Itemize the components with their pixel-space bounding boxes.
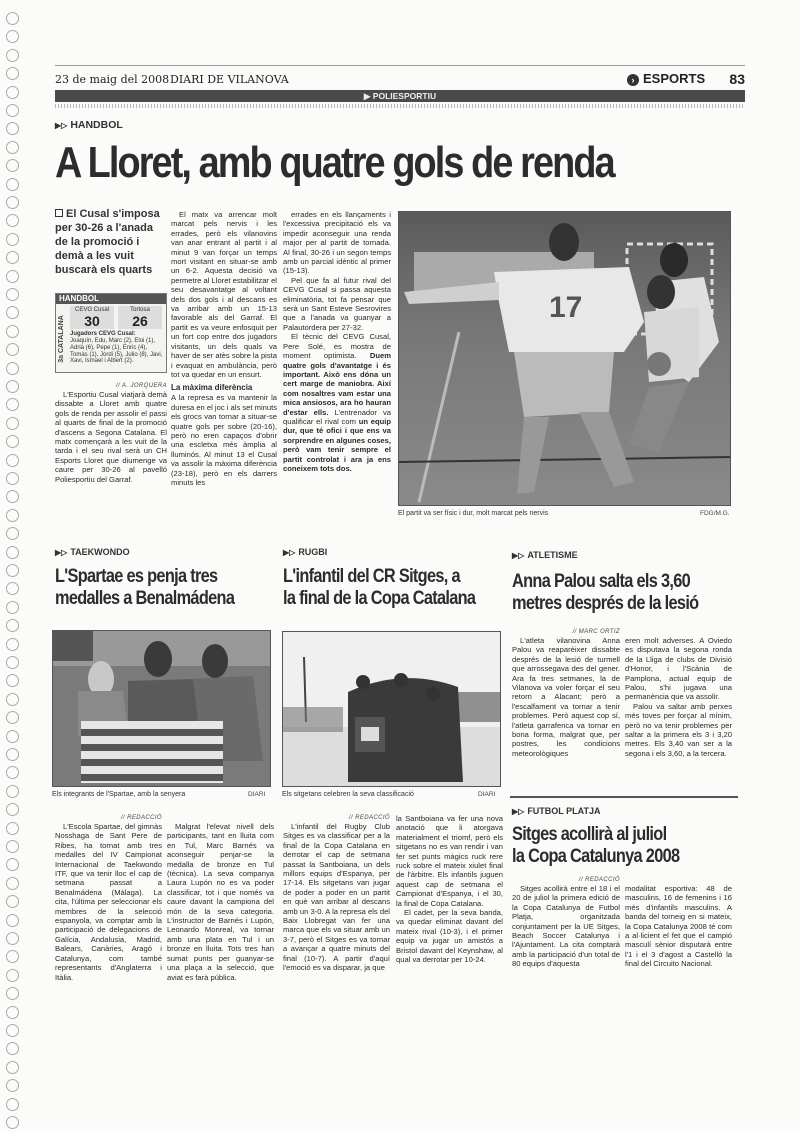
kicker-futbol-platja [512, 806, 600, 816]
subhead-text: El Cusal s'imposa per 30-26 a l'anada de la promoció i demà a les vuit buscarà els quarts [55, 208, 160, 276]
paragraph: Malgrat l'elevat nivell dels participants, tant en lluita com en Tul, Marc Barnés va aconseguir penjar-se la medalla de bronze en Tul (tècnica). La seva companya Laura Lupón no es va poder classificar, tot i que només va caure davant la campiona del món de la seva categoria. L'instructor de Barnés i Lupón, Leonardo Monreal, va tornar amb una plata en Tul i un bronze en lluita. Tots tres han sumat punts per guanyar-se una plaça a la selecció, que aviat es farà pública. [167, 822, 274, 982]
section-divider [510, 796, 738, 798]
binder-hole-icon [6, 766, 19, 779]
binder-hole-icon [6, 674, 19, 687]
paragraph: El cadet, per la seva banda, va quedar eliminat davant del mateix rival (10-3), i el primer equip va jugar un amistós a Bristol davant del Keynshaw, al qual va derrotar per 10-24. [396, 908, 503, 965]
paragraph: L'atleta vilanovina Anna Palou va reaparèixer dissabte després de la lesió de turmell que arrossegava des del gener. Ara fa tres setmanes, la de Vilanova va voler forçar el seu retorn a Alacant; però a l'escalfament va tornar a tenir problemes. Però aquest cop sí, l'atleta garrafenca va tornar en bona forma, malgrat que, per postres, les condicions meteorològiques [512, 636, 620, 758]
jersey-number: 17 [549, 291, 583, 324]
paragraph: la Santboiana va fer una nova anotació que li atorgava materialment el triomf, però els sitgetans no es van rendir i van fer set punts màgics ruck rere ruck sobre el mateix xiulet final de l'àrbitre. Els infantils juguen aquest cap de setmana el Campionat d'Espanya, i el 30, la final de Copa Catalana. [396, 814, 503, 908]
main-headline: A Lloret, amb quatre gols de renda [55, 138, 614, 187]
byline: // REDACCIÓ [120, 815, 162, 821]
binder-hole-icon [6, 141, 19, 154]
binder-hole-icon [6, 748, 19, 761]
headline-line: Sitges acollirà al juliol [512, 824, 667, 845]
paragraph: errades en els llançaments i l'excessiva precipitació els va impedir aconseguir una renda major per al partit de tornada. Al final, 30-26 i un segon temps amb un parcial idèntic al primer (15-13). [283, 210, 391, 276]
binder-hole-icon [6, 30, 19, 43]
double-arrow-icon: ▶▷ [55, 121, 68, 130]
quote: un equip dur, que té ofici i que ens va sorprendre en algunes coses, però vam tenir sempre el partit controlat i ara ja ens coneixem tots dos. [283, 416, 391, 473]
paragraph: A la represa es va mantenir la duresa en el joc i als set minuts els grocs van tornar a situar-se quatre gols per sobre (20-16), però no eren capaços d'obrir una escletxa més àmplia al lluminós. Al minut 13 el Cusal va assolir la màxima diferència (23-18), però en els darrers minuts les [171, 393, 277, 487]
top-rule [55, 65, 745, 66]
binder-hole-icon [6, 895, 19, 908]
binder-hole-icon [6, 840, 19, 853]
binder-hole-icon [6, 932, 19, 945]
headline-line: la final de la Copa Catalana [283, 588, 476, 609]
binder-hole-icon [6, 380, 19, 393]
photo-caption: Els integrants de l'Spartae, amb la senyera [52, 791, 186, 798]
league-label: 3a CATALANA [58, 315, 65, 363]
photo-caption: Els sitgetans celebren la seva classificació [282, 791, 414, 798]
page-number: 83 [729, 71, 745, 87]
binder-hole-icon [6, 546, 19, 559]
paragraph: Sitges acollirà entre el 18 i el 20 de juliol la primera edició de la Copa Catalunya de Futbol Platja, organitzada conjuntament per la UE Sitges, Beach Soccer Catalunya i l'Ajuntament. La cita comptarà amb la participació d'un total de 80 equips d'aquesta [512, 884, 620, 969]
taekwondo-headline [55, 566, 234, 610]
binder-hole-icon [6, 1061, 19, 1074]
binder-hole-icon [6, 1042, 19, 1055]
binder-hole-icon [6, 914, 19, 927]
scorebox [55, 293, 167, 373]
section-label [627, 71, 705, 86]
binder-hole-icon [6, 527, 19, 540]
binder-hole-icon [6, 564, 19, 577]
taekwondo-team-image [53, 631, 271, 787]
chevron-right-icon: › [627, 74, 639, 86]
taekwondo-col-1 [55, 814, 162, 982]
paragraph: eren molt adverses. A Oviedo es disputava la segona ronda de la Lliga de clubs de Divisió d'Honor, i l'Scània de Pamplona, actual equip de Palou, s'hi jugava una permanència que va assolir. [625, 636, 732, 702]
futbol-platja-col-1 [512, 876, 620, 969]
binder-hole-icon [6, 1006, 19, 1019]
rugby-team-celebration-image [283, 632, 501, 787]
binder-hole-icon [6, 122, 19, 135]
binder-hole-icon [6, 987, 19, 1000]
binder-hole-icon [6, 343, 19, 356]
kicker-label: FUTBOL PLATJA [527, 806, 601, 816]
section-band [55, 90, 745, 102]
paragraph [283, 332, 391, 473]
senyera-flag [81, 721, 223, 783]
binder-hole-icon [6, 785, 19, 798]
binder-hole-icon [6, 398, 19, 411]
home-team [70, 306, 114, 329]
binder-hole-icon [6, 1098, 19, 1111]
home-team-name: CEVG Cusal [74, 307, 109, 313]
futbol-platja-col-2 [625, 884, 732, 969]
binder-hole-icon [6, 454, 19, 467]
binder-hole-icon [6, 490, 19, 503]
binder-hole-icon [6, 1079, 19, 1092]
double-arrow-icon: ▶▷ [512, 551, 525, 560]
inline-subhead: La màxima diferència [171, 383, 253, 393]
handbol-col-1 [55, 382, 167, 484]
newspaper-name: DIARI DE VILANOVA [170, 73, 289, 86]
photo-credit: FDG/M.G. [700, 510, 730, 517]
binder-hole-icon [6, 104, 19, 117]
headline-line: la Copa Catalunya 2008 [512, 846, 680, 867]
binder-hole-icon [6, 417, 19, 430]
photo-credit: DIARI [478, 791, 496, 798]
byline: // A. JORQUERA [115, 383, 167, 389]
binder-hole-icon [6, 233, 19, 246]
handball-players-image [399, 212, 731, 506]
binder-hole-icon [6, 619, 19, 632]
binder-hole-icon [6, 12, 19, 25]
binder-hole-icon [6, 803, 19, 816]
kicker-label: HANDBOL [70, 119, 123, 131]
players-label: Jugadors CEVG Cusal: [70, 331, 136, 337]
binder-hole-icon [6, 178, 19, 191]
scorebox-tag: HANDBOL [56, 294, 166, 304]
binder-hole-icon [6, 67, 19, 80]
binder-hole-icon [6, 325, 19, 338]
binder-hole-icon [6, 1116, 19, 1129]
rugbi-photo [282, 631, 501, 787]
binder-hole-icon [6, 435, 19, 448]
headline-line: L'Spartae es penja tres [55, 566, 218, 587]
binder-hole-icon [6, 196, 19, 209]
kicker-label: TAEKWONDO [70, 547, 130, 557]
headline-line: metres després de la lesió [512, 593, 699, 614]
binder-hole-icon [6, 711, 19, 724]
scorebox-league [56, 305, 68, 373]
taekwondo-col-2 [167, 822, 274, 982]
binder-hole-icon [6, 601, 19, 614]
binder-hole-icon [6, 582, 19, 595]
paragraph: modalitat esportiva: 48 de masculins, 16 de femenins i 16 més d'infantils masculins. A banda del torneig en si mateix, la Copa Catalunya 2008 té com a al·licient el fet que el campió masculí sènior disputarà entre l'1 i el 3 d'agost a Castelló la final del Circuito Nacional. [625, 884, 732, 969]
kicker-atletisme [512, 550, 578, 560]
byline: // REDACCIÓ [578, 877, 620, 883]
atletisme-col-1 [512, 628, 620, 758]
byline: // REDACCIÓ [348, 815, 390, 821]
futbol-platja-headline [512, 824, 679, 868]
paragraph: Palou va saltar amb perxes més toves per forçar al mínim, però no va tenir problemes per saltar a la primera els 3 i 3,20 metres. Els 3,40 van ser a la segona i els 3,60, a la tercera. [625, 701, 732, 758]
binder-hole-icon [6, 1024, 19, 1037]
text: El tècnic del CEVG Cusal, Pere Solé, es mostra de moment optimista. [283, 332, 391, 361]
binder-hole-icon [6, 877, 19, 890]
paragraph: L'Escola Spartae, del gimnàs Nosshaga de Sant Pere de Ribes, ha tornat amb tres medalles del IV Campionat Internacional de Taekwondo ITF, que va tenir lloc el cap de setmana passat a Benalmádena (Màlaga). La cita, l'última per seleccionar els membres de la selecció espanyola, va comptar amb la participació de delegacions de Galícia, Andalusia, Madrid, Balears, Canàries, Aragó i Catalunya, com també representants d'Anglaterra i Itàlia. [55, 822, 162, 982]
binder-hole-icon [6, 693, 19, 706]
kicker-handbol [55, 119, 123, 131]
double-arrow-icon: ▶▷ [512, 807, 525, 816]
headline-line: L'infantil del CR Sitges, a [283, 566, 460, 587]
dotted-rule [55, 104, 745, 108]
headline-line: Anna Palou salta els 3,60 [512, 571, 691, 592]
away-score: 26 [132, 313, 148, 329]
home-score: 30 [84, 313, 100, 329]
handbol-col-2 [171, 210, 277, 487]
band-label: POLIESPORTIU [372, 91, 437, 101]
binder-holes [6, 0, 28, 1132]
kicker-taekwondo [55, 547, 130, 557]
binder-hole-icon [6, 509, 19, 522]
byline: // MARC ORTIZ [572, 629, 620, 635]
square-bullet-icon [55, 209, 63, 217]
section-name: ESPORTS [643, 71, 706, 86]
binder-hole-icon [6, 288, 19, 301]
away-team [118, 306, 162, 329]
issue-date: 23 de maig del 2008 [55, 73, 170, 86]
page-header [55, 72, 745, 88]
players-text: Joaquín, Edu, Marc (2), Eloi (1), Adrià (6), Pepe (1), Enric (4), Tomàs (1), Jordi (5), Julio (8), Javi, Xavi, Ismael i Albert (2). [70, 338, 163, 365]
rugbi-col-2 [396, 814, 503, 965]
binder-hole-icon [6, 950, 19, 963]
binder-hole-icon [6, 730, 19, 743]
atletisme-headline [512, 571, 698, 615]
text: L'entrenador va qualificar el rival com [283, 407, 391, 426]
binder-hole-icon [6, 306, 19, 319]
binder-hole-icon [6, 638, 19, 651]
quote: Duem quatre gols d'avantatge i és important. Això ens dóna un cert marge de maniobra. Així com nosaltres vam estar una mica ansiosos, ara ho hauran d'estar ells. [283, 351, 391, 417]
binder-hole-icon [6, 362, 19, 375]
double-arrow-icon: ▶▷ [55, 548, 68, 557]
binder-hole-icon [6, 49, 19, 62]
atletisme-col-2 [625, 636, 732, 758]
binder-hole-icon [6, 86, 19, 99]
binder-hole-icon [6, 858, 19, 871]
paragraph: Pel que fa al futur rival del CEVG Cusal si passa aquesta eliminatòria, tot fa pensar que serà un Sant Esteve Sesrovires que a l'anada va guanyar a Palautordera per 27-32. [283, 275, 391, 332]
away-team-name: Tortosa [130, 307, 150, 313]
kicker-label: ATLETISME [527, 550, 578, 560]
kicker-rugbi [283, 547, 327, 557]
play-icon: ▶ [363, 91, 373, 101]
kicker-label: RUGBI [298, 547, 328, 557]
paragraph: L'Esportiu Cusal viatjarà demà dissabte a Lloret amb quatre gols de renda per assolir el passi al quarts de final de la promoció d'ascens a Segona Catalana. El matx començarà a les vuit de la tarda i el seu rival serà un CH Esports Lloret que diumenge va caure per 30-26 al pavelló Poliesportiu del Garraf. [55, 390, 167, 484]
paragraph: L'infantil del Rugby Club Sitges es va classificar per a la final de la Copa Catalana en derrotar el cap de setmana passat la Santboiana, un dels millors equips d'Espanya, per 17-14. Els sitgetans van jugar de poder a poder en un partit en què van arribar al descans amb un 3-0. A la represa els del Baix Llobregat van fer una marca que els va situar amb un 3-7, però el Sitges es va tornar a avançar a quatre minuts del final (10-7). A partir d'aquí l'emoció es va disparar, ja que [283, 822, 390, 973]
taekwondo-photo [52, 630, 271, 787]
photo-caption: El partit va ser físic i dur, molt marcat pels nervis [398, 510, 549, 517]
binder-hole-icon [6, 822, 19, 835]
binder-hole-icon [6, 251, 19, 264]
handbol-photo [398, 211, 731, 506]
rugbi-headline [283, 566, 475, 610]
handbol-subhead [55, 207, 167, 277]
paragraph: El matx va arrencar molt marcat pels nervis i les errades, però els vilanovins van anar entrant al partit i al minut 9 van forçar un temps mort visitant en situar-se amb un 6-2. Aquesta decisió va permetre al Lloret estabilitzar el seu desavantatge al voltant dels dos gols i al descans es va arribar amb un 15-13 favorable als del Garraf. El partit es va veure enfosquit per un fort cop entre dos jugadors visitants, un dels quals va haver de ser atès sobre la pista i evaquat en ambulància, però tot va quedar en un ensurt. [171, 210, 277, 379]
rugbi-col-1 [283, 814, 390, 973]
double-arrow-icon: ▶▷ [283, 548, 296, 557]
headline-line: medalles a Benalmádena [55, 588, 235, 609]
binder-hole-icon [6, 656, 19, 669]
binder-hole-icon [6, 969, 19, 982]
binder-hole-icon [6, 270, 19, 283]
binder-hole-icon [6, 472, 19, 485]
handbol-col-3 [283, 210, 391, 473]
binder-hole-icon [6, 214, 19, 227]
players-list [70, 331, 165, 365]
photo-credit: DIARI [248, 791, 266, 798]
binder-hole-icon [6, 159, 19, 172]
